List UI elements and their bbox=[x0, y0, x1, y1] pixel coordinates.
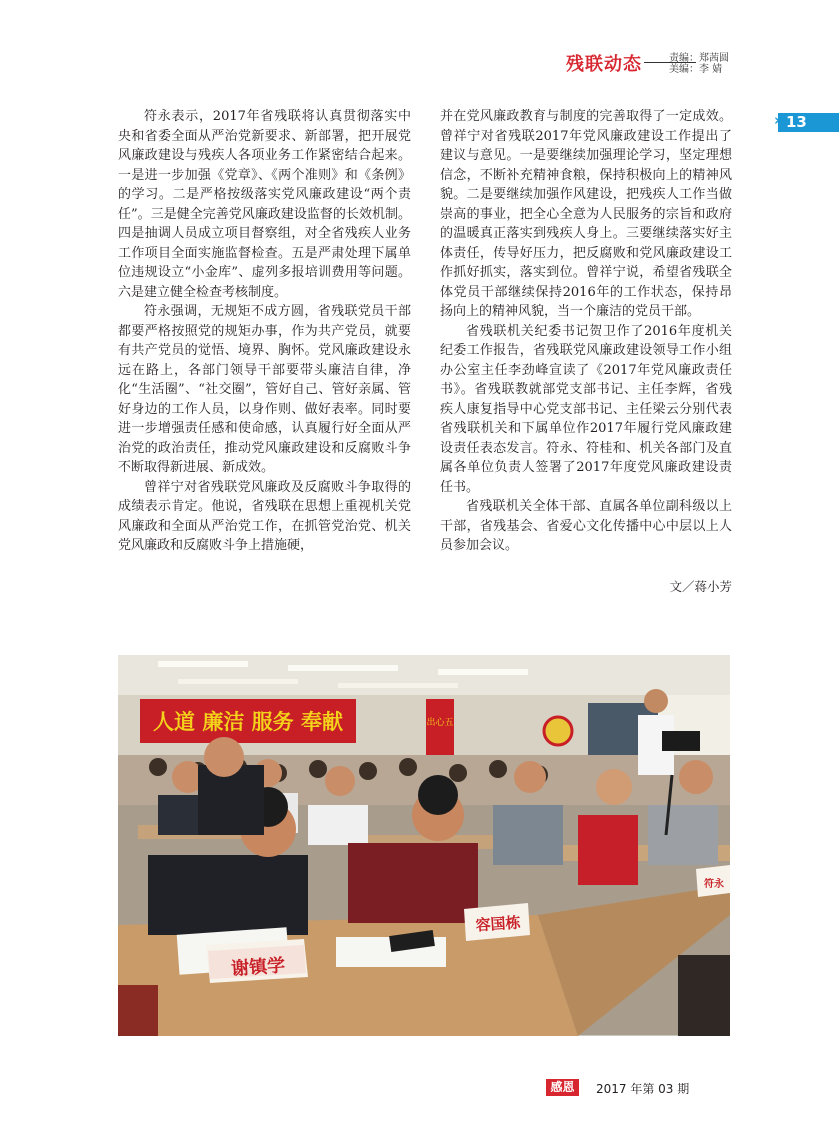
side-banner-text: 出心五 bbox=[426, 718, 454, 728]
issue-label: 2017 年第 03 期 bbox=[596, 1082, 690, 1096]
paragraph: 省残联机关全体干部、直属各单位副科级以上干部，省残基会、省爱心文化传播中心中层以上人员参加会议。 bbox=[440, 499, 732, 553]
magazine-logo: 感恩 bbox=[546, 1079, 579, 1096]
nameplate-2-text: 容国栋 bbox=[474, 913, 522, 935]
paragraph-continuation: 并在党风廉政教育与制度的完善取得了一定成效。曾祥宁对省残联2017年党风廉政建设工作提出了建议与意见。一是要继续加强理论学习，坚定理想信念，不断补充精神食粮，保持积极向上的精神风貌。二是要继续加强作风建设，把残疾人工作当做崇高的事业，把全心全意为人民服务的宗旨和政府的温暖真正落实到残疾人身上。三要继续落实好主体责任，传导好压力，把反腐败和党风廉政建设工作抓好抓实，落实到位。曾祥宁说，希望省残联全体党员干部继续保持2016年的工作状态，保持昂扬向上的精神风貌，当一个廉洁的党员干部。 bbox=[440, 109, 732, 319]
page-arrow-icon: » bbox=[774, 111, 784, 129]
section-title: 残联动态 bbox=[566, 54, 642, 75]
art-editor-credit: 美编：李 婧 bbox=[669, 64, 723, 75]
paragraph: 符永表示，2017年省残联将认真贯彻落实中央和省委全面从严治党新要求、新部署，把开展党风廉政建设与残疾人各项业务工作紧密结合起来。一是进一步加强《党章》、《两个准则》和《条例》的学习。二是严格按级落实党风廉政建设“两个责任”。三是健全完善党风廉政建设监督的长效机制。四是抽调人员成立项目督察组，对全省残疾人业务工作项目全面实施监督检查。五是严肃处理下属单位违规设立“小金库”、虚列多报培训费用等问题。六是建立健全检查考核制度。 bbox=[118, 109, 411, 300]
nameplate-3-text: 符永 bbox=[704, 879, 724, 890]
editor-credits bbox=[669, 53, 729, 75]
paragraph: 省残联机关纪委书记贺卫作了2016年度机关纪委工作报告，省残联党风廉政建设领导工作小组办公室主任李劲峰宣读了《2017年党风廉政责任书》。省残联教就部党支部书记、主任李辉，省残疾人康复指导中心党支部书记、主任梁云分别代表省残联机关和下属单位作2017年履行党风廉政建设责任表态发言。符永、符桂和、机关各部门及直属各单位负责人签署了2017年度党风廉政建设责任书。 bbox=[440, 323, 732, 495]
meeting-photo-illustration bbox=[118, 655, 730, 1036]
page-header bbox=[566, 50, 839, 82]
article-byline: 文／蒋小芳 bbox=[669, 579, 732, 594]
banner-text: 人道 廉洁 服务 奉献 bbox=[153, 710, 343, 734]
article-left-column bbox=[118, 107, 411, 556]
meeting-photo bbox=[118, 655, 730, 1036]
paragraph: 符永强调，无规矩不成方圆，省残联党员干部都要严格按照党的规矩办事，作为共产党员，就要有共产党员的觉悟、境界、胸怀。党风廉政建设永远在路上，各部门领导干部要带头廉洁自律，净化“生活圈”、“社交圈”，管好自己、管好亲属、管好身边的工作人员，以身作则、做好表率。同时要进一步增强责任感和使命感，认真履行好全面从严治党的政治责任，推动党风廉政建设和反腐败斗争不断取得新进展、新成效。 bbox=[118, 304, 411, 475]
editor-credit: 责编：郑茜圆 bbox=[669, 53, 729, 64]
nameplate-1-text: 谢镇学 bbox=[230, 955, 286, 980]
page-number-tab bbox=[774, 111, 839, 132]
paragraph: 曾祥宁对省残联党风廉政及反腐败斗争取得的成绩表示肯定。他说，省残联在思想上重视机关党风廉政和全面从严治党工作，在抓管党治党、机关党风廉政和反腐败斗争上措施硬， bbox=[118, 479, 411, 553]
article-right-column bbox=[440, 107, 732, 556]
page-number: 13 bbox=[786, 113, 807, 131]
